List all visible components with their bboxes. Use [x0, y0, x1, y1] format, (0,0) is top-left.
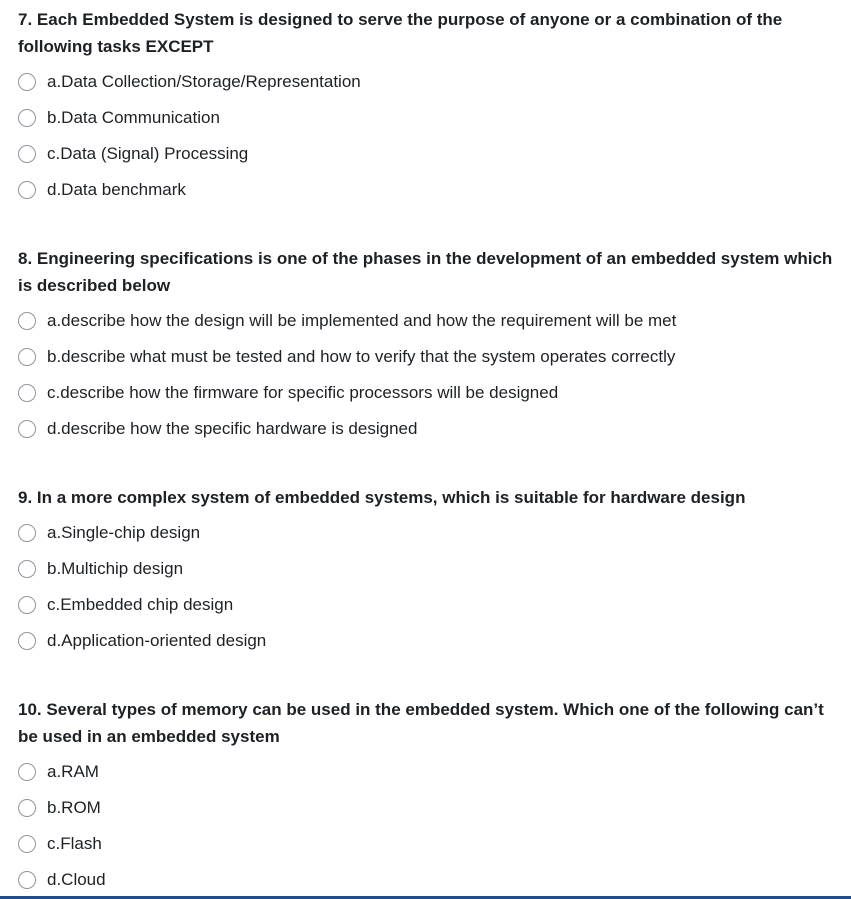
option-label: c.describe how the firmware for specific processors will be designed	[47, 383, 559, 402]
radio-button[interactable]	[18, 348, 36, 366]
radio-button[interactable]	[18, 835, 36, 853]
question-10	[18, 696, 838, 898]
answer-option-c[interactable]	[18, 826, 838, 862]
question-8	[18, 245, 838, 484]
radio-button[interactable]	[18, 384, 36, 402]
answer-option-b[interactable]	[18, 551, 838, 587]
option-label: a.RAM	[47, 762, 99, 781]
radio-button[interactable]	[18, 524, 36, 542]
option-label: b.ROM	[47, 798, 101, 817]
answer-option-b[interactable]	[18, 100, 838, 136]
question-text: 10. Several types of memory can be used in the embedded system. Which one of the following can’t be used in an embedded system	[18, 700, 824, 746]
answer-options	[18, 303, 838, 447]
option-label: b.Multichip design	[47, 559, 184, 578]
option-label: b.Data Communication	[47, 108, 220, 127]
quiz-container	[18, 6, 838, 898]
answer-options	[18, 754, 838, 898]
answer-option-a[interactable]	[18, 64, 838, 100]
question-7	[18, 6, 838, 245]
radio-button[interactable]	[18, 596, 36, 614]
option-label: a.describe how the design will be implemented and how the requirement will be met	[47, 311, 677, 330]
answer-option-d[interactable]	[18, 862, 838, 898]
radio-button[interactable]	[18, 109, 36, 127]
answer-option-d[interactable]	[18, 623, 838, 659]
option-label: d.Data benchmark	[47, 180, 186, 199]
option-label: a.Single-chip design	[47, 523, 201, 542]
option-label: c.Flash	[47, 834, 102, 853]
option-label: d.Cloud	[47, 870, 106, 889]
option-label: c.Embedded chip design	[47, 595, 234, 614]
radio-button[interactable]	[18, 632, 36, 650]
answer-option-a[interactable]	[18, 515, 838, 551]
radio-button[interactable]	[18, 145, 36, 163]
question-text: 8. Engineering specifications is one of the phases in the development of an embedded system which is described below	[18, 249, 833, 295]
answer-option-a[interactable]	[18, 754, 838, 790]
question-spacer	[18, 659, 838, 696]
radio-button[interactable]	[18, 420, 36, 438]
answer-option-c[interactable]	[18, 375, 838, 411]
option-label: b.describe what must be tested and how to verify that the system operates correctly	[47, 347, 676, 366]
option-label: c.Data (Signal) Processing	[47, 144, 249, 163]
answer-options	[18, 515, 838, 659]
answer-options	[18, 64, 838, 208]
radio-button[interactable]	[18, 871, 36, 889]
answer-option-c[interactable]	[18, 587, 838, 623]
option-label: d.Application-oriented design	[47, 631, 267, 650]
radio-button[interactable]	[18, 312, 36, 330]
answer-option-a[interactable]	[18, 303, 838, 339]
answer-option-d[interactable]	[18, 411, 838, 447]
answer-option-d[interactable]	[18, 172, 838, 208]
question-text: 7. Each Embedded System is designed to serve the purpose of anyone or a combination of the following tasks EXCEPT	[18, 10, 783, 56]
radio-button[interactable]	[18, 799, 36, 817]
question-spacer	[18, 208, 838, 245]
option-label: d.describe how the specific hardware is designed	[47, 419, 418, 438]
question-text: 9. In a more complex system of embedded systems, which is suitable for hardware design	[18, 488, 746, 507]
radio-button[interactable]	[18, 763, 36, 781]
question-9	[18, 484, 838, 696]
answer-option-b[interactable]	[18, 339, 838, 375]
radio-button[interactable]	[18, 73, 36, 91]
answer-option-b[interactable]	[18, 790, 838, 826]
option-label: a.Data Collection/Storage/Representation	[47, 72, 361, 91]
question-spacer	[18, 447, 838, 484]
radio-button[interactable]	[18, 181, 36, 199]
answer-option-c[interactable]	[18, 136, 838, 172]
radio-button[interactable]	[18, 560, 36, 578]
